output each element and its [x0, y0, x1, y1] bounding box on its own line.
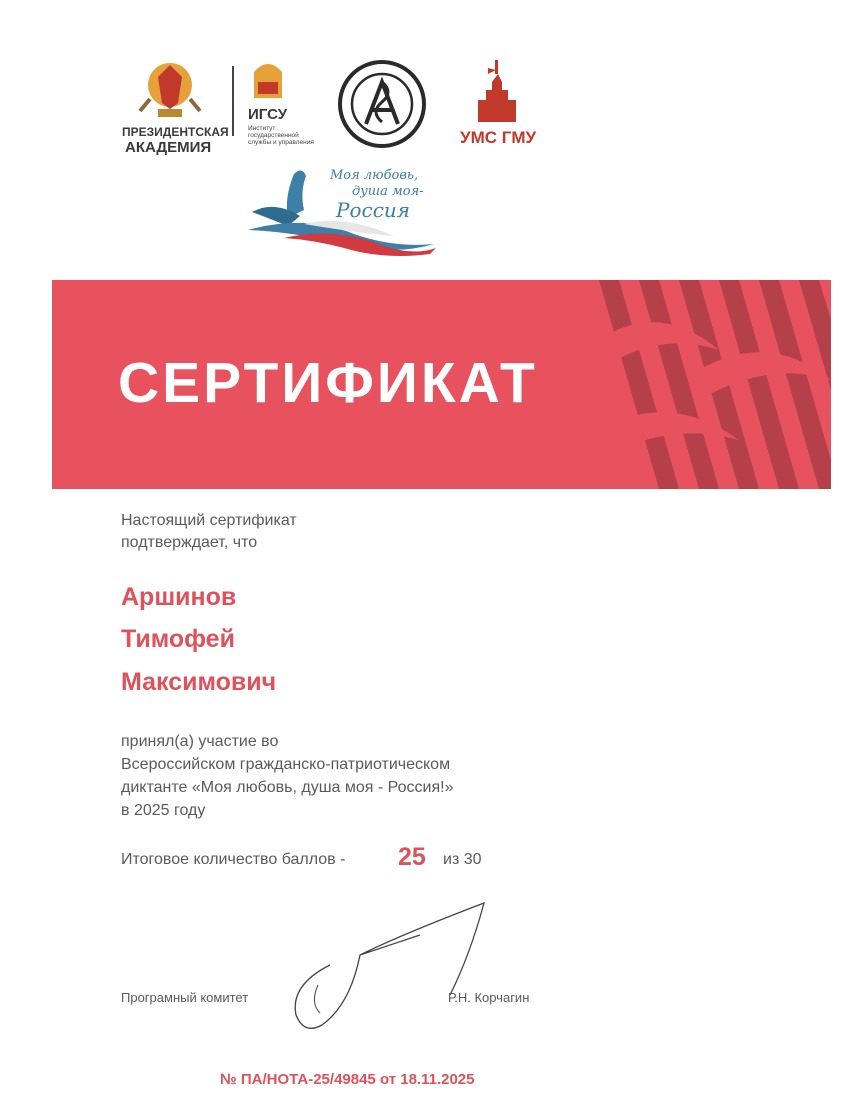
association-seal-icon — [336, 58, 428, 150]
ums-gmu-text: УМС ГМУ — [460, 128, 537, 147]
participation-text — [121, 730, 453, 822]
recipient-first-name: Тимофей — [121, 625, 235, 653]
campaign-line1: Моя любовь, — [330, 168, 419, 183]
banner-pattern — [599, 280, 831, 489]
score-label: Итоговое количество баллов - — [121, 851, 346, 868]
igsu-emblem-icon — [248, 58, 288, 102]
recipient-patronymic: Максимович — [121, 668, 277, 696]
recipient-surname: Аршинов — [121, 583, 237, 611]
campaign-line2: душа моя- — [352, 184, 424, 199]
intro-text — [121, 510, 297, 554]
igsu-abbr: ИГСУ — [248, 106, 288, 123]
campaign-line3: Россия — [336, 198, 411, 222]
igsu-subtitle-line2: государственной — [248, 132, 299, 139]
igsu-subtitle-line1: Институт — [248, 125, 276, 132]
academy-logo — [120, 55, 229, 156]
intro-line2: подтверждает, что — [121, 534, 258, 551]
igsu-subtitle — [248, 125, 314, 146]
academy-name-line2: АКАДЕМИЯ — [125, 139, 212, 156]
banner-title: СЕРТИФИКАТ — [118, 351, 538, 415]
participation-line3: диктанте «Моя любовь, душа моя - Россия!» — [121, 779, 454, 796]
tower-icon — [468, 60, 528, 122]
academy-emblem-icon — [120, 55, 220, 125]
certificate-banner — [52, 280, 831, 489]
logo-divider — [232, 66, 234, 136]
campaign-logo — [244, 164, 440, 258]
committee-label: Програмный комитет — [121, 990, 249, 1005]
participation-line2: Всероссийском гражданско-патриотическом — [121, 756, 451, 773]
participation-line1: принял(а) участие во — [121, 733, 279, 750]
certificate-number: № ПА/НОТА-25/49845 от 18.11.2025 — [220, 1071, 475, 1088]
score-suffix: из 30 — [443, 851, 482, 868]
academy-name-line1: ПРЕЗИДЕНТСКАЯ — [122, 125, 229, 139]
igsu-logo — [246, 58, 326, 148]
intro-line1: Настоящий сертификат — [121, 512, 297, 529]
signature-drawing — [270, 895, 510, 1045]
signer-name: Р.Н. Корчагин — [448, 990, 530, 1005]
participation-line4: в 2025 году — [121, 802, 206, 819]
score-value: 25 — [398, 843, 426, 871]
ums-gmu-logo — [458, 60, 538, 152]
igsu-subtitle-line3: службы и управления — [248, 139, 314, 146]
